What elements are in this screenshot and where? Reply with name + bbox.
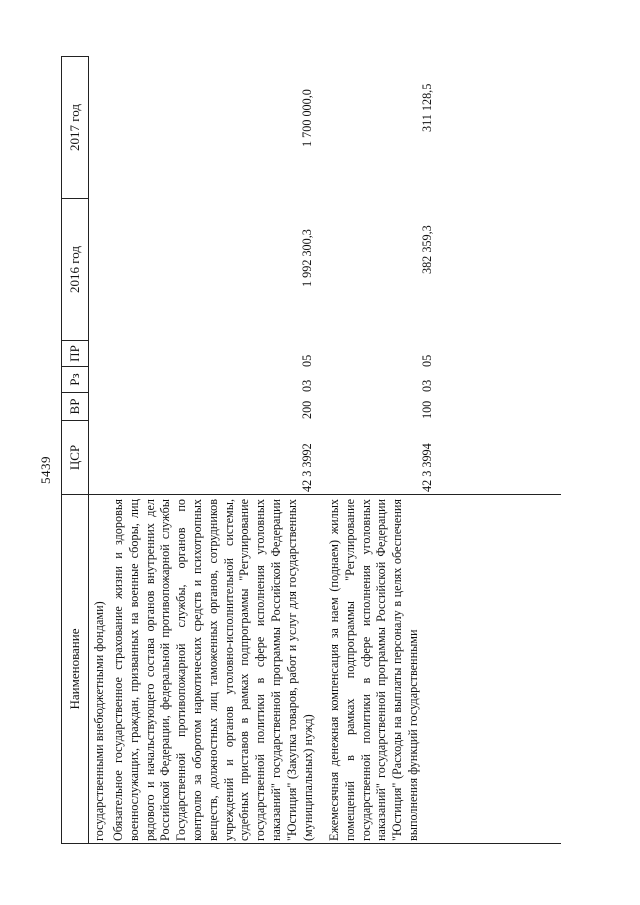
row-1-2016: 1 992 300,3 [300,229,314,287]
row-1-csr: 42 3 3992 [300,443,314,492]
page-number: 5439 [38,456,53,484]
row-2-pr: 05 [420,354,434,367]
header-2017: 2017 год [62,57,89,199]
header-rz: Рз [62,367,89,393]
row-2-vr: 100 [420,400,434,419]
row-2-csr: 42 3 3994 [420,443,434,492]
table-body [89,57,561,844]
continuation-text: государственными внебюджетными фондами) [92,601,106,841]
row-2-2017: 311 128,5 [420,83,434,132]
row-1-2017: 1 700 000,0 [300,89,314,147]
row-2-2016: 382 359,3 [420,225,434,274]
row-1-pr: 05 [300,354,314,367]
header-pr: ПР [62,341,89,367]
header-row [62,57,89,844]
header-csr: ЦСР [62,421,89,495]
row-2-name: Ежемесячная денежная компенсация за наем (поднаем) жилых помещений в рамках подпрограммы "Регулирование государственной политики в сфере исполнения уголовных наказаний" государственной программы Российской Федерации "Юстиция" (Расходы на выплаты персоналу в целях обеспечения выполнения функций государственными [327,499,420,841]
header-2016: 2016 год [62,199,89,341]
header-name: Наименование [62,495,89,844]
row-1-vr: 200 [300,400,314,419]
header-vr: ВР [62,393,89,421]
rotated-page [38,56,561,844]
table-header [61,56,89,844]
row-1-name: Обязательное государственное страхование жизни и здоровья военнослужащих, граждан, призванных на военные сборы, лиц рядового и начальствующего состава органов внутренних дел Российской Федерации, федеральной противопожарной службы Государственной противопожарной службы, органов по контролю за оборотом наркотических средств и психотропных веществ, должностных лиц таможенных органов, сотрудников учреждений и органов уголовно-исполнительной системы, судебных приставов в рамках подпрограммы "Регулирование государственной политики в сфере исполнения уголовных наказаний" государственной программы Российской Федерации "Юстиция" (Закупка товаров, работ и услуг для государственных (муниципальных) нужд) [111,499,315,841]
row-2-rz: 03 [420,379,434,392]
row-1-rz: 03 [300,379,314,392]
